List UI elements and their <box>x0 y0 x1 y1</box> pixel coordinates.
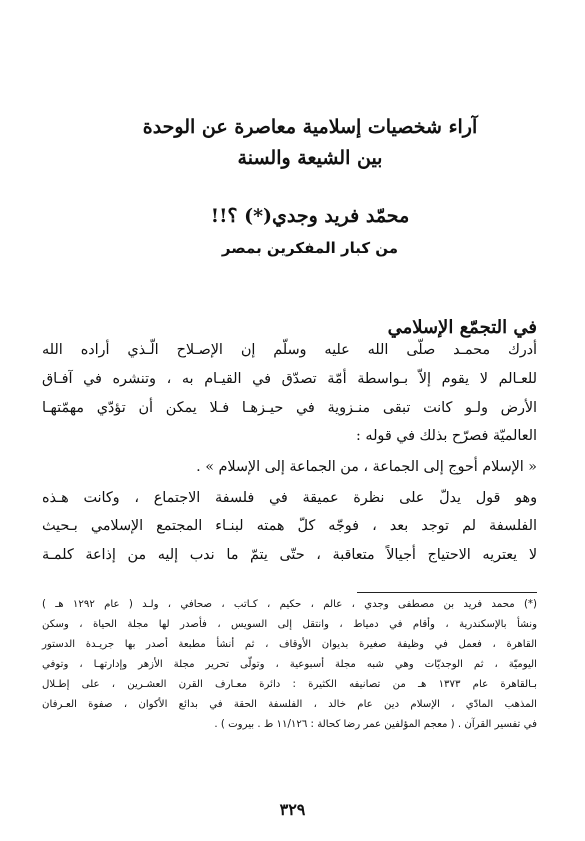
body-line: الأرض ولـو كانت تبقى منـزوية في حيـزهـا فـلا يمكن أن تؤدّي مهمّتهـا <box>42 400 537 416</box>
body-line: أدرك محمـد صلّى الله عليه وسلّم إن الإصـلاح الّـذي أراده الله <box>42 342 537 358</box>
body-line: العالميّة فصرّح بذلك في قوله : <box>356 428 537 444</box>
page-subtitle: بين الشيعة والسنة <box>237 147 383 169</box>
body-line: للعـالم لا يقوم إلاّ بـواسطة أمّة تصدّق في القيـام به ، وتنشره في آفـاق <box>42 371 537 387</box>
footnote-divider <box>357 592 537 593</box>
page-number: ٣٢٩ <box>279 800 306 819</box>
body-line: وهو قول يدلّ على نظرة عميقة في فلسفة الاجتماع ، وكانت هـذه <box>42 490 537 506</box>
footnote-line: القاهرة ، فعمل في وظيفة صغيرة بديوان الأوقاف ، ثم أنشأ مطبعة أصدر بها جريـدة الدستور <box>42 639 537 650</box>
author-description: من كبار المفكرين بمصر <box>221 239 399 257</box>
footnote-line: بـالقاهرة عام ١٣٧٣ هـ من تصانيفه الكثيرة : دائرة معـارف القرن العشـرين ، على إطـلال <box>42 679 537 690</box>
footnote-line: المذهب المادّي ، الإسلام دين عام خالد ، الفلسفة الحقة في بدائع الأكوان ، صفوة العـرفان <box>42 699 537 710</box>
author-name: محمّد فريد وجدي(*) ؟!! <box>210 205 410 227</box>
section-heading: في التجمّع الإسلامي <box>387 317 537 338</box>
page-title: آراء شخصيات إسلامية معاصرة عن الوحدة <box>142 116 478 138</box>
body-line: الفلسفة لم توجد بعد ، فوجّه كلّ همته لبنـاء المجتمع الإسلامي بـحيث <box>42 518 537 534</box>
body-line: لا يعتريه الاحتياج أجيالاً متعاقبة ، حتّى يتمّ ما ندب إليه من إذاعة كلمـة <box>42 547 537 563</box>
quote-line: « الإسلام أحوج إلى الجماعة ، من الجماعة إلى الإسلام » . <box>196 459 537 475</box>
footnote-line: (*) محمد فريد بن مصطفى وجدي ، عالم ، حكيم ، كـاتب ، صحافي ، ولـد ( عام ١٢٩٢ هـ ) <box>42 599 537 610</box>
footnote-line: ونشأ بالإسكندرية ، وأقام في دمياط ، وانتقل إلى السويس ، فأصدر لها مجلة الحياة ، وسكن <box>42 619 537 630</box>
footnote-line: اليوميّة ، ثم الوجديّات وهي شبه مجلة أسبوعية ، وتولّى تحرير مجلة الأزهر وإدارتهـا ، وتوفي <box>42 659 537 670</box>
footnote-line: في تفسير القرآن . ( معجم المؤلفين عمر رضا كحالة : ١١/١٢٦ ط . بيروت ) . <box>214 719 537 730</box>
